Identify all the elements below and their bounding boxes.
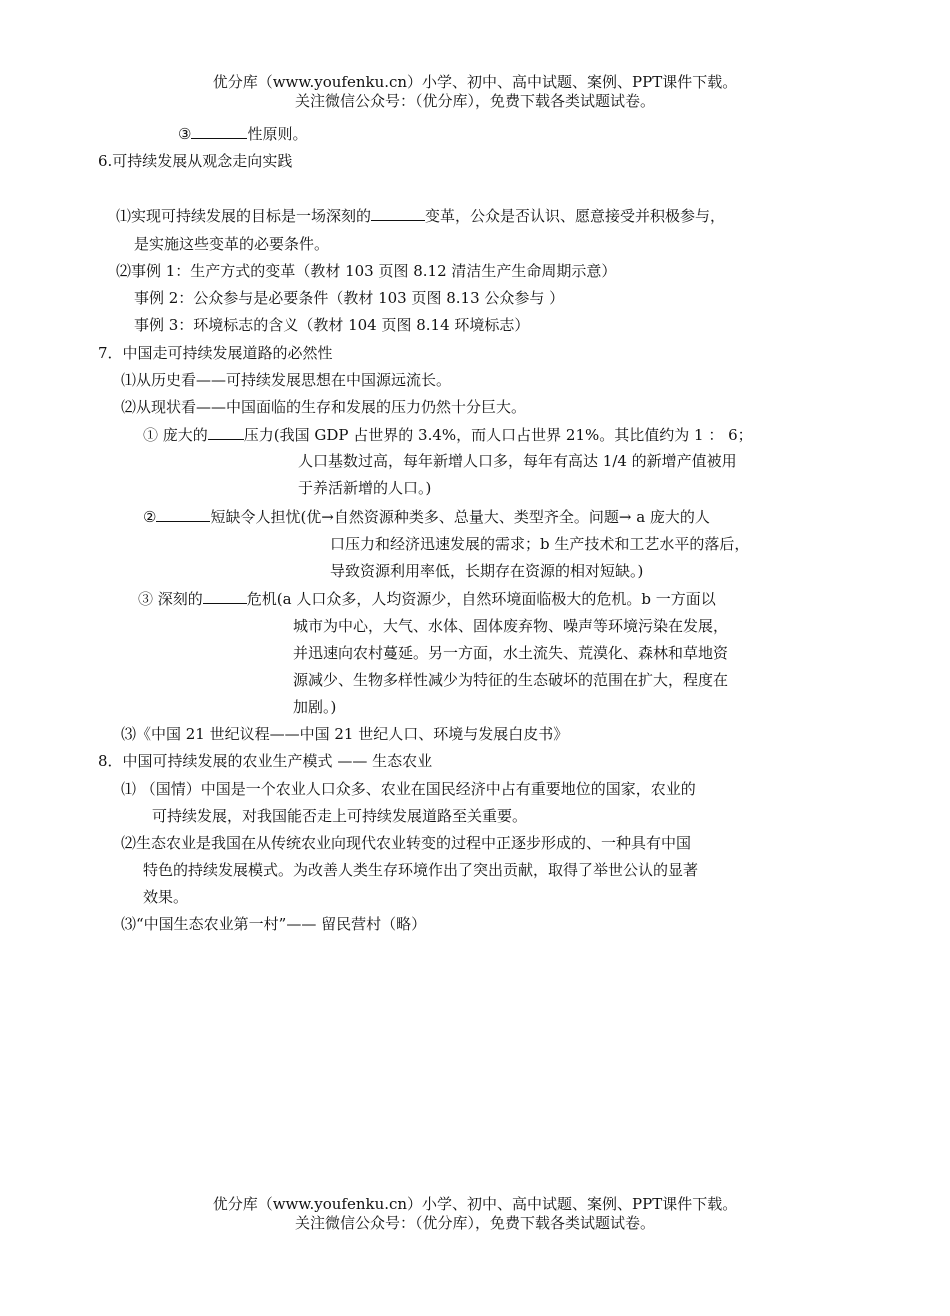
section7-item1-line2: 人口基数过高，每年新增人口多，每年有高达 1/4 的新增产值被用 bbox=[298, 452, 737, 470]
section6-title: 6.可持续发展从观念走向实践 bbox=[98, 152, 293, 170]
section7-item2-line2: 口压力和经济迅速发展的需求；b 生产技术和工艺水平的落后， bbox=[330, 535, 750, 553]
fill-in-blank bbox=[371, 206, 425, 221]
footer-line-1: 优分库（www.youfenku.cn）小学、初中、高中试题、案例、PPT课件下载。 bbox=[212, 1195, 738, 1213]
section8-p2-line2: 特色的持续发展模式。为改善人类生存环境作出了突出贡献，取得了举世公认的显著 bbox=[143, 861, 699, 879]
section7-title: 7．中国走可持续发展道路的必然性 bbox=[98, 344, 333, 362]
section8-title: 8．中国可持续发展的农业生产模式 —— 生态农业 bbox=[98, 752, 433, 770]
fill-in-blank bbox=[156, 507, 210, 522]
section8-p2-line3: 效果。 bbox=[143, 888, 189, 906]
section7-item3-line3: 并迅速向农村蔓延。另一方面，水土流失、荒漠化、森林和草地资 bbox=[293, 644, 729, 662]
header-line-2: 关注微信公众号：（优分库），免费下载各类试题试卷。 bbox=[294, 92, 655, 110]
section7-item2-line3: 导致资源利用率低，长期存在资源的相对短缺。) bbox=[330, 562, 644, 580]
page-header bbox=[0, 73, 950, 111]
section6-case2: 事例 2：公众参与是必要条件（教材 103 页图 8.13 公众参与 ） bbox=[134, 289, 565, 307]
section6-p1: ⑴实现可持续发展的目标是一场深刻的 变革，公众是否认识、愿意接受并积极参与， bbox=[116, 207, 726, 225]
section7-item3-line2: 城市为中心，大气、水体、固体废弃物、噪声等环境污染在发展， bbox=[293, 617, 729, 635]
fill-in-blank bbox=[191, 124, 247, 139]
section7-item1: ① 庞大的 压力(我国 GDP 占世界的 3.4%，而人口占世界 21%。其比值约为 1 ： 6； bbox=[143, 426, 753, 444]
section8-p3: ⑶“中国生态农业第一村”—— 留民营村（略） bbox=[121, 915, 427, 933]
section7-item2: ② 短缺令人担忧(优→自然资源种类多、总量大、类型齐全。问题→ a 庞大的人 bbox=[143, 508, 710, 526]
fill-in-blank bbox=[208, 425, 244, 440]
section7-item3-line4: 源减少、生物多样性减少为特征的生态破坏的范围在扩大，程度在 bbox=[293, 671, 729, 689]
page-footer bbox=[0, 1195, 950, 1233]
section7-item1-line3: 于养活新增的人口。) bbox=[298, 479, 432, 497]
section6-case1: ⑵事例 1：生产方式的变革（教材 103 页图 8.12 清洁生产生命周期示意） bbox=[116, 262, 617, 280]
section8-p1-line2: 可持续发展，对我国能否走上可持续发展道路至关重要。 bbox=[152, 807, 528, 825]
section6-p1-cont: 是实施这些变革的必要条件。 bbox=[134, 235, 330, 253]
section7-p2: ⑵从现状看——中国面临的生存和发展的压力仍然十分巨大。 bbox=[121, 398, 527, 416]
section6-case3: 事例 3：环境标志的含义（教材 104 页图 8.14 环境标志） bbox=[134, 316, 530, 334]
footer-line-2: 关注微信公众号：（优分库），免费下载各类试题试卷。 bbox=[294, 1214, 655, 1232]
section8-p1-line1: ⑴ （国情）中国是一个农业人口众多、农业在国民经济中占有重要地位的国家，农业的 bbox=[121, 780, 696, 798]
section5-item3: ③ 性原则。 bbox=[178, 125, 308, 143]
header-line-1: 优分库（www.youfenku.cn）小学、初中、高中试题、案例、PPT课件下载。 bbox=[212, 73, 738, 91]
section7-p1: ⑴从历史看——可持续发展思想在中国源远流长。 bbox=[121, 371, 452, 389]
section7-item3: ③ 深刻的 危机(a 人口众多，人均资源少，自然环境面临极大的危机。b 一方面以 bbox=[138, 590, 716, 608]
section7-p3: ⑶《中国 21 世纪议程——中国 21 世纪人口、环境与发展白皮书》 bbox=[121, 725, 569, 743]
section8-p2-line1: ⑵生态农业是我国在从传统农业向现代农业转变的过程中正逐步形成的、一种具有中国 bbox=[121, 834, 692, 852]
fill-in-blank bbox=[203, 589, 247, 604]
section7-item3-line5: 加剧。) bbox=[293, 698, 337, 716]
